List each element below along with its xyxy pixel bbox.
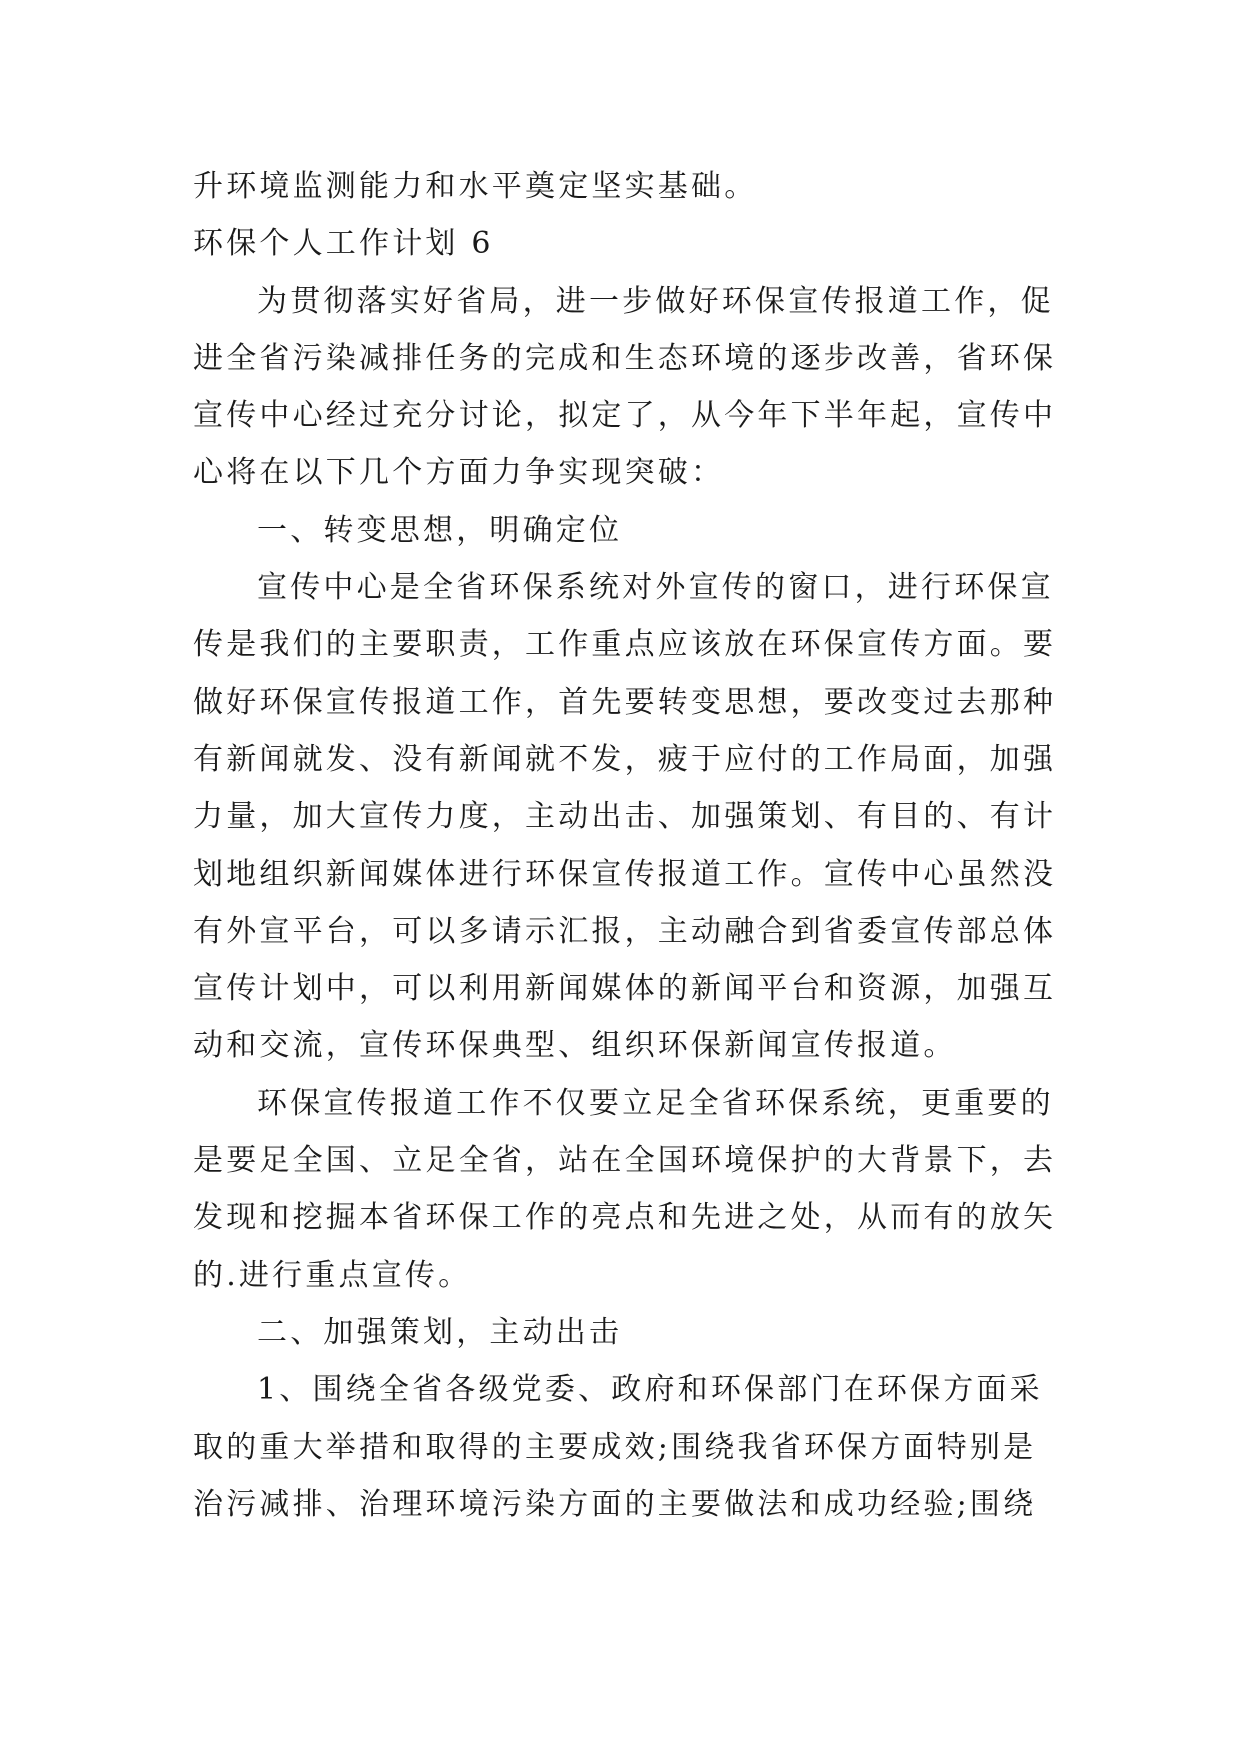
text-line: 治污减排、治理环境污染方面的主要做法和成功经验;围绕 (193, 1486, 1037, 1522)
text-line: 做好环保宣传报道工作，首先要转变思想，要改变过去那种 (193, 684, 1057, 720)
text-line: 的.进行重点宣传。 (193, 1257, 472, 1293)
text-line: 动和交流，宣传环保典型、组织环保新闻宣传报道。 (193, 1028, 957, 1064)
text-line: 是要足全国、立足全省，站在全国环境保护的大背景下，去 (193, 1143, 1057, 1179)
text-line: 升环境监测能力和水平奠定坚实基础。 (193, 169, 758, 204)
text-line: 1、围绕全省各级党委、政府和环保部门在环保方面采 (257, 1372, 1043, 1408)
text-line: 宣传中心是全省环保系统对外宣传的窗口，进行环保宣 (257, 570, 1054, 606)
text-line: 宣传中心经过充分讨论，拟定了，从今年下半年起，宣传中 (193, 398, 1057, 434)
text-line: 有外宣平台，可以多请示汇报，主动融合到省委宣传部总体 (193, 913, 1057, 949)
text-line: 发现和挖掘本省环保工作的亮点和先进之处，从而有的放矢 (193, 1200, 1057, 1236)
text-line: 力量，加大宣传力度，主动出击、加强策划、有目的、有计 (193, 799, 1057, 835)
subheading: 一、转变思想，明确定位 (257, 512, 623, 548)
text-line: 心将在以下几个方面力争实现突破： (193, 455, 725, 491)
text-line: 进全省污染减排任务的完成和生态环境的逐步改善，省环保 (193, 340, 1057, 376)
text-line: 宣传计划中，可以利用新闻媒体的新闻平台和资源，加强互 (193, 971, 1057, 1007)
text-line: 为贯彻落实好省局，进一步做好环保宣传报道工作，促 (257, 283, 1054, 319)
subheading: 二、加强策划，主动出击 (257, 1314, 623, 1350)
text-line: 环保宣传报道工作不仅要立足全省环保系统，更重要的 (257, 1085, 1054, 1121)
text-line: 有新闻就发、没有新闻就不发，疲于应付的工作局面，加强 (193, 741, 1057, 777)
document-page (193, 158, 1057, 1533)
section-heading: 环保个人工作计划 6 (193, 226, 494, 262)
text-line: 取的重大举措和取得的主要成效;围绕我省环保方面特别是 (193, 1429, 1037, 1465)
text-line: 传是我们的主要职责，工作重点应该放在环保宣传方面。要 (193, 627, 1057, 663)
text-line: 划地组织新闻媒体进行环保宣传报道工作。宣传中心虽然没 (193, 856, 1057, 892)
